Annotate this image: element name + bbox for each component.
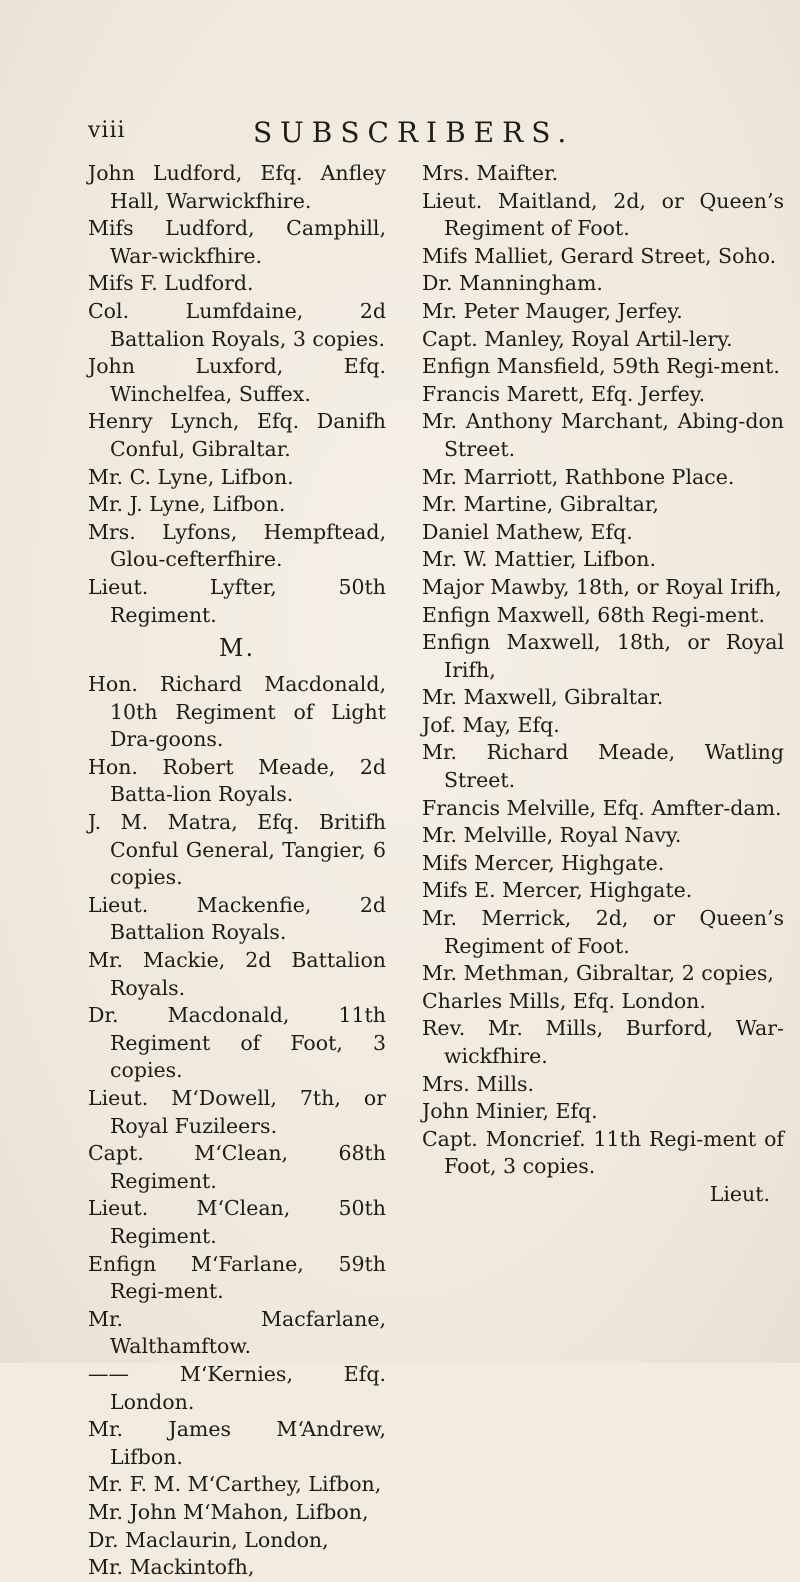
entry-list-before [88,160,386,629]
subscriber-entry: Mifs F. Ludford. [88,271,254,296]
subscriber-entry: John Luxford, Efq. Winchelfea, Suffex. [88,354,386,406]
subscriber-entry: Rev. Mr. Mills, Burford, War-wickfhire. [422,1016,784,1068]
subscriber-entry: Jof. May, Efq. [422,712,560,737]
subscriber-entry: Mr. F. M. M‘Carthey, Lifbon, [88,1472,382,1497]
subscriber-entry: Mrs. Maifter. [422,161,559,185]
subscriber-entry: Mr. C. Lyne, Lifbon. [88,464,294,489]
subscriber-entry: —— M‘Kernies, Efq. London. [88,1361,386,1414]
subscriber-entry: Lieut. Lyfter, 50th Regiment. [88,574,386,627]
running-head: SUBSCRIBERS. [253,116,575,149]
subscriber-entry: Mr. W. Mattier, Lifbon. [422,547,656,572]
subscriber-entry: Capt. Moncrief. 11th Regi-ment of Foot, 3 copies. [422,1126,784,1179]
subscriber-entry: Francis Melville, Efq. Amfter-dam. [422,795,782,820]
subscriber-entry: J. M. Matra, Efq. Britifh Conful General, Tangier, 6 copies. [88,810,386,890]
subscriber-entry: Mrs. Mills. [422,1071,535,1096]
subscriber-entry: Lieut. M‘Clean, 50th Regiment. [88,1196,386,1248]
subscriber-entry: Mr. John M‘Mahon, Lifbon, [88,1499,369,1524]
subscriber-entry: Mifs E. Mercer, Highgate. [422,878,693,903]
subscriber-entry: Francis Marett, Efq. Jerfey. [422,381,706,406]
subscriber-entry: Mr. Marriott, Rathbone Place. [422,464,735,489]
subscriber-entry: Capt. M‘Clean, 68th Regiment. [88,1141,386,1193]
subscriber-entry: Mr. Martine, Gibraltar, [422,492,659,517]
subscriber-entry: Hon. Richard Macdonald, 10th Regiment of Light Dra-goons. [88,672,386,752]
subscriber-entry: Enfign Maxwell, 68th Regi-ment. [422,602,766,627]
subscriber-entry: Mr. Macfarlane, Walthamftow. [88,1306,386,1359]
subscriber-entry: Mifs Mercer, Highgate. [422,850,665,875]
subscriber-entry: Major Mawby, 18th, or Royal Irifh, [422,574,782,599]
subscriber-entry: Dr. Macdonald, 11th Regiment of Foot, 3 copies. [88,1003,386,1083]
subscriber-entry: Mr. J. Lyne, Lifbon. [88,492,286,517]
subscriber-entry: Mr. Mackie, 2d Battalion Royals. [88,948,386,1000]
subscriber-entry: Mr. James M‘Andrew, Lifbon. [88,1417,386,1469]
subscriber-entry: Mr. Methman, Gibraltar, 2 copies, [422,961,774,986]
right-column [422,160,784,1209]
subscriber-entry: Mr. Merrick, 2d, or Queen’s Regiment of Foot. [422,906,784,958]
subscriber-entry: Dr. Manningham. [422,271,603,296]
subscriber-entry: Capt. Manley, Royal Artil-lery. [422,326,733,351]
subscriber-entry: Lieut. M‘Dowell, 7th, or Royal Fuzileers. [88,1086,386,1138]
subscriber-entry: Dr. Maclaurin, London, [88,1527,329,1552]
left-column [88,160,386,1582]
subscriber-entry: John Minier, Efq. [422,1099,598,1124]
page-header [88,118,778,148]
subscriber-entry: John Ludford, Efq. Anfley Hall, Warwickfhire. [88,161,386,213]
subscriber-entry: Henry Lynch, Efq. Danifh Conful, Gibraltar. [88,409,386,461]
subscriber-entry: Mr. Mackintofh, [88,1555,255,1580]
subscriber-entry: Mrs. Lyfons, Hempftead, Glou-cefterfhire. [88,519,386,572]
subscriber-entry: Enfign M‘Farlane, 59th Regi-ment. [88,1251,386,1304]
subscriber-entry: Lieut. Mackenfie, 2d Battalion Royals. [88,892,386,945]
catchword: Lieut. [709,1181,770,1206]
subscriber-entry: Mifs Ludford, Camphill, War-wickfhire. [88,216,386,268]
subscriber-entry: Col. Lumfdaine, 2d Battalion Royals, 3 copies. [88,298,386,351]
entry-list-after [88,671,386,1582]
subscriber-entry: Mr. Anthony Marchant, Abing-don Street. [422,409,784,461]
page-number: viii [88,118,126,143]
subscriber-entry: Lieut. Maitland, 2d, or Queen’s Regiment of Foot. [422,188,784,241]
subscriber-entry: Enfign Mansfield, 59th Regi-ment. [422,354,780,379]
subscriber-entry: Mr. Peter Mauger, Jerfey. [422,298,683,323]
subscriber-entry: Mr. Maxwell, Gibraltar. [422,685,664,710]
subscriber-entry: Hon. Robert Meade, 2d Batta-lion Royals. [88,754,386,807]
subscriber-entry: Mr. Melville, Royal Navy. [422,823,682,848]
subscriber-entry: Daniel Mathew, Efq. [422,519,633,544]
subscriber-entry: Charles Mills, Efq. London. [422,988,706,1013]
subscriber-entry: Mifs Malliet, Gerard Street, Soho. [422,243,777,268]
subscriber-entry: Mr. Richard Meade, Watling Street. [422,740,784,793]
section-letter: M. [218,634,256,663]
entry-list [422,160,784,1181]
subscriber-entry: Enfign Maxwell, 18th, or Royal Irifh, [422,630,784,682]
